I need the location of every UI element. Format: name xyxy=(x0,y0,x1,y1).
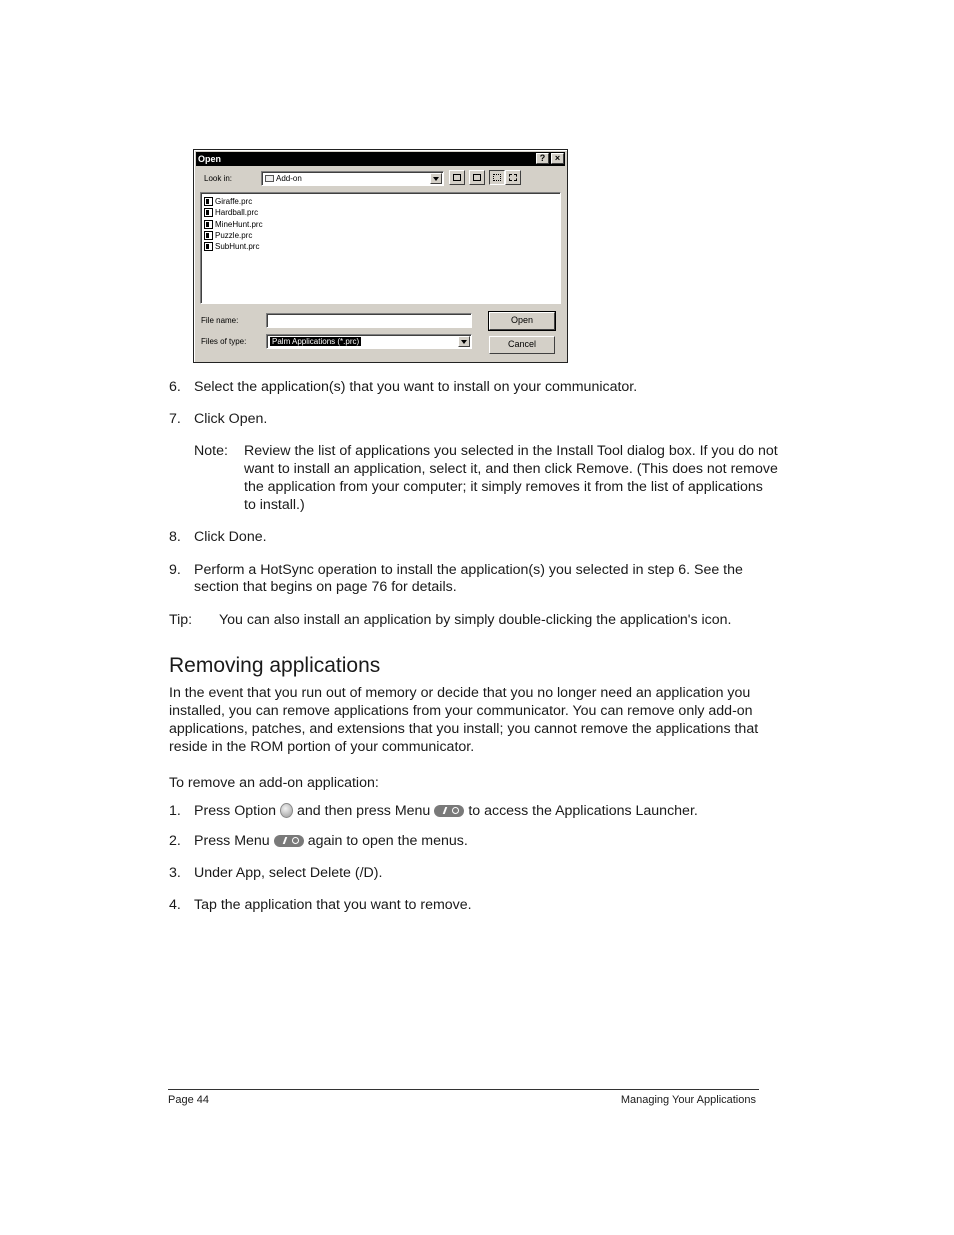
details-view-icon xyxy=(509,174,517,181)
step-text: Press Option and then press Menu to access the Applications Launcher. xyxy=(194,803,698,819)
files-of-type-value: Palm Applications (*.prc) xyxy=(272,337,360,346)
chevron-down-icon[interactable] xyxy=(458,336,470,347)
list-item[interactable]: SubHunt.prc xyxy=(204,241,560,252)
help-button[interactable]: ? xyxy=(536,153,549,164)
tip-text: You can also install an application by simply double-clicking the application's icon. xyxy=(219,612,732,628)
file-name-label: File name: xyxy=(201,316,239,325)
new-folder-button[interactable] xyxy=(469,170,485,185)
look-in-label: Look in: xyxy=(204,174,233,183)
option-key-icon xyxy=(280,803,293,818)
step-text: Click Done. xyxy=(194,529,267,545)
chevron-down-icon[interactable] xyxy=(430,173,442,184)
note-label: Note: xyxy=(194,443,228,459)
prc-file-icon xyxy=(204,208,213,217)
folder-icon xyxy=(265,175,274,182)
list-view-icon xyxy=(493,174,501,181)
menu-key-icon xyxy=(274,835,304,847)
step-number: 4. xyxy=(169,897,181,913)
close-button[interactable]: × xyxy=(551,153,564,164)
new-folder-icon xyxy=(473,174,481,181)
list-item[interactable]: Puzzle.prc xyxy=(204,230,560,241)
step-number: 8. xyxy=(169,529,181,545)
step-number: 6. xyxy=(169,379,181,395)
step-text-continued: section that begins on page 76 for details. xyxy=(194,579,457,595)
step-number: 1. xyxy=(169,803,181,819)
up-folder-icon xyxy=(453,174,461,181)
step-number: 2. xyxy=(169,833,181,849)
prc-file-icon xyxy=(204,242,213,251)
prc-file-icon xyxy=(204,231,213,240)
procedure-title: To remove an add-on application: xyxy=(169,775,379,791)
step-number: 3. xyxy=(169,865,181,881)
section-heading: Removing applications xyxy=(169,654,381,677)
dialog-title-bar xyxy=(196,152,565,166)
prc-file-icon xyxy=(204,220,213,229)
step-text: Select the application(s) that you want to install on your communicator. xyxy=(194,379,638,395)
look-in-dropdown[interactable] xyxy=(261,171,444,186)
list-item[interactable]: Hardball.prc xyxy=(204,207,560,218)
look-in-value: Add-on xyxy=(276,174,302,183)
prc-file-icon xyxy=(204,197,213,206)
open-button[interactable]: Open xyxy=(489,312,555,330)
step-number: 9. xyxy=(169,562,181,578)
chapter-title: Managing Your Applications xyxy=(620,1094,756,1106)
list-view-button[interactable] xyxy=(489,170,505,185)
tip-label: Tip: xyxy=(169,612,193,628)
step-number: 7. xyxy=(169,411,181,427)
up-folder-button[interactable] xyxy=(449,170,465,185)
cancel-button[interactable]: Cancel xyxy=(489,336,555,354)
step-text: Tap the application that you want to remove. xyxy=(194,897,472,913)
step-text: Perform a HotSync operation to install the application(s) you selected in step 6. See the xyxy=(194,562,743,578)
file-list[interactable] xyxy=(200,192,561,304)
details-view-button[interactable] xyxy=(505,170,521,185)
menu-key-icon xyxy=(434,805,464,817)
files-of-type-label: Files of type: xyxy=(201,337,247,346)
footer-rule xyxy=(168,1089,759,1090)
page-number: Page 44 xyxy=(168,1094,209,1106)
step-text: Click Open. xyxy=(194,411,268,427)
list-item[interactable]: Giraffe.prc xyxy=(204,196,560,207)
file-name-input[interactable] xyxy=(266,313,472,328)
step-text: Under App, select Delete (/D). xyxy=(194,865,383,881)
list-item[interactable]: MineHunt.prc xyxy=(204,219,560,230)
dialog-title: Open xyxy=(198,154,222,164)
step-text: Press Menu again to open the menus. xyxy=(194,833,468,849)
files-of-type-dropdown[interactable] xyxy=(266,334,472,349)
